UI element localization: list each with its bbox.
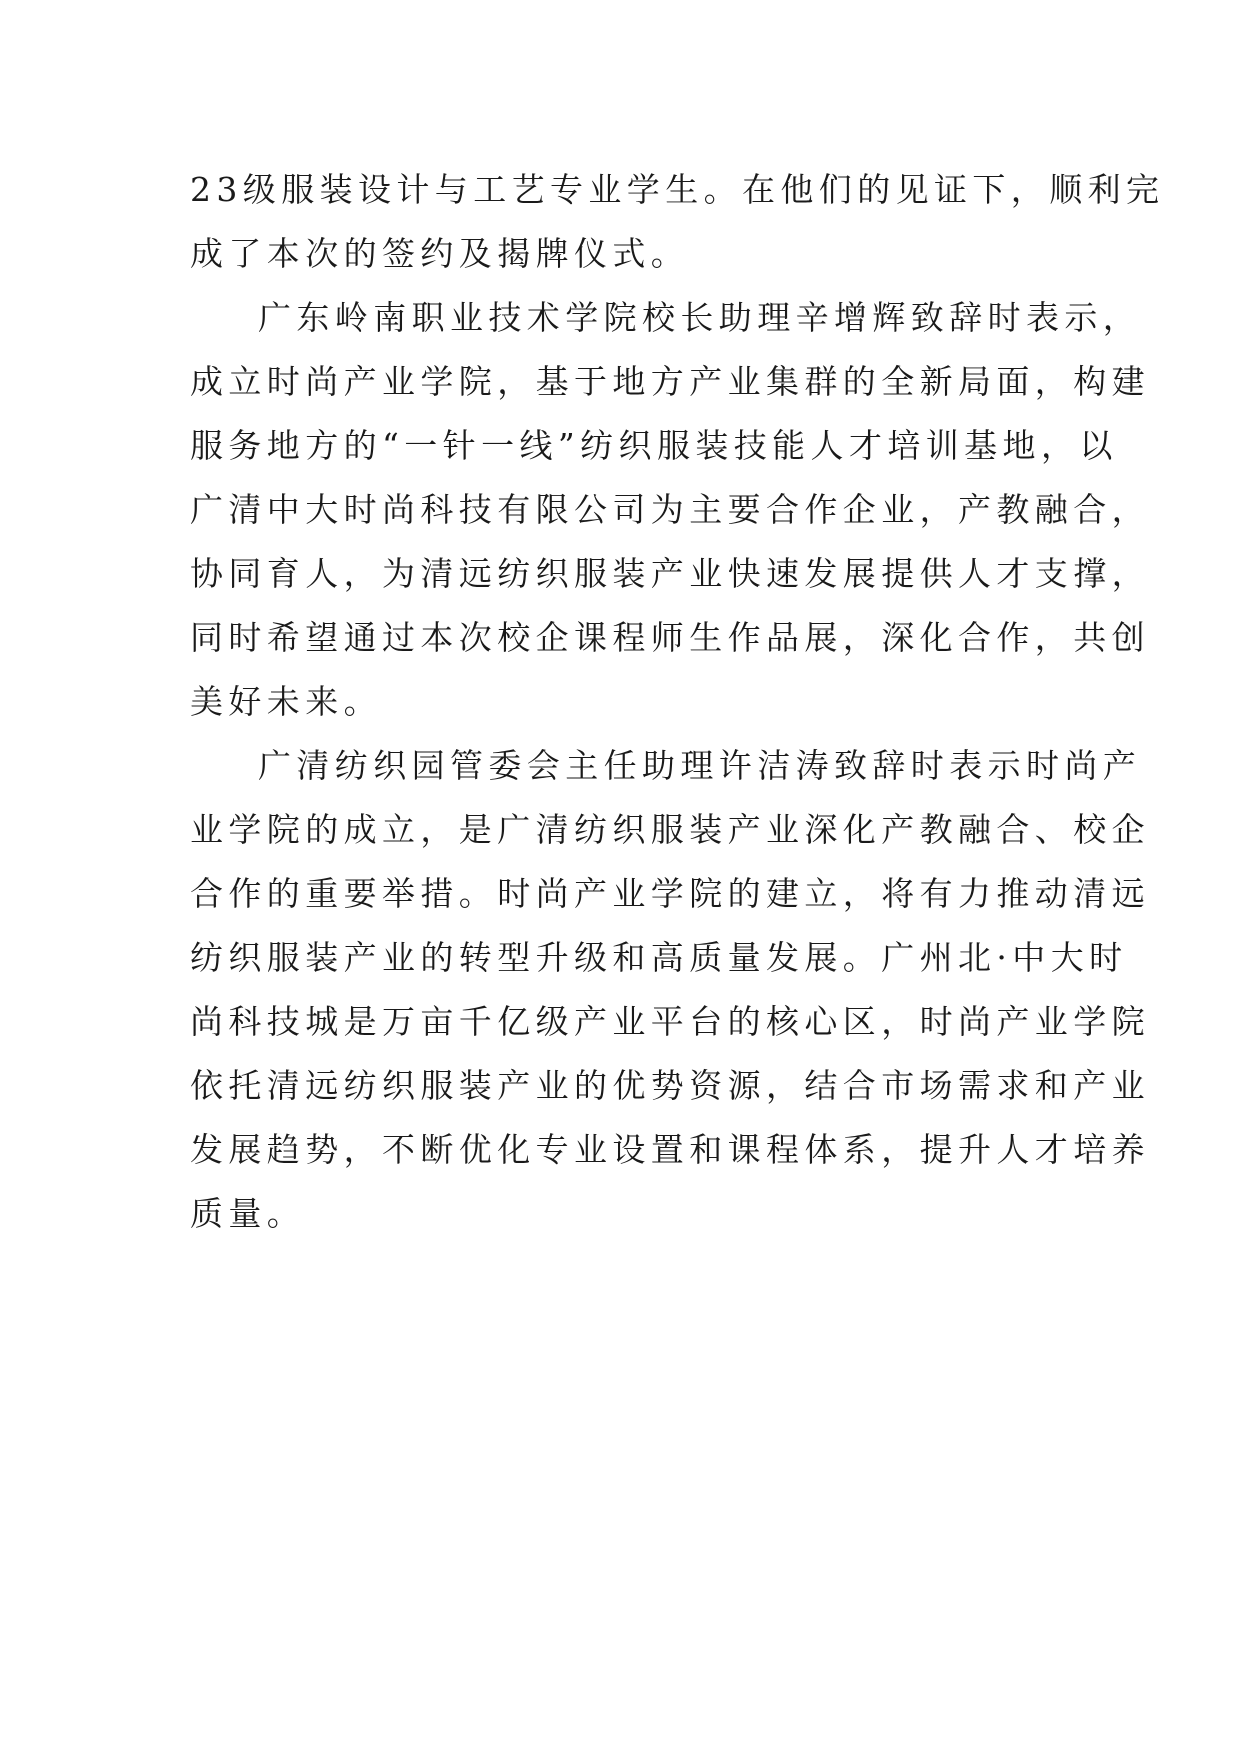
paragraph-line: 依托清远纺织服装产业的优势资源，结合市场需求和产业 — [190, 1066, 1150, 1105]
paragraph-line: 成立时尚产业学院，基于地方产业集群的全新局面，构建 — [190, 362, 1150, 401]
paragraph-line: 广清中大时尚科技有限公司为主要合作企业，产教融合， — [190, 490, 1150, 529]
paragraph-line: 23级服装设计与工艺专业学生。在他们的见证下，顺利完 — [190, 170, 1165, 209]
document-body — [190, 158, 1165, 1246]
paragraph-line: 纺织服装产业的转型升级和高质量发展。广州北·中大时 — [190, 938, 1128, 977]
paragraph-line: 同时希望通过本次校企课程师生作品展，深化合作，共创 — [190, 618, 1150, 657]
paragraph-line: 广东岭南职业技术学院校长助理辛增辉致辞时表示， — [258, 298, 1142, 337]
paragraph-line: 成了本次的签约及揭牌仪式。 — [190, 234, 690, 273]
paragraph-line: 尚科技城是万亩千亿级产业平台的核心区，时尚产业学院 — [190, 1002, 1150, 1041]
paragraph-line: 发展趋势，不断优化专业设置和课程体系，提升人才培养 — [190, 1130, 1150, 1169]
paragraph-line: 美好未来。 — [190, 682, 382, 721]
paragraph-line: 合作的重要举措。时尚产业学院的建立，将有力推动清远 — [190, 874, 1150, 913]
paragraph-line: 业学院的成立，是广清纺织服装产业深化产教融合、校企 — [190, 810, 1150, 849]
paragraph-line: 广清纺织园管委会主任助理许洁涛致辞时表示时尚产 — [258, 746, 1142, 785]
paragraph-line: 协同育人，为清远纺织服装产业快速发展提供人才支撑， — [190, 554, 1150, 593]
paragraph-line: 服务地方的“一针一线”纺织服装技能人才培训基地，以 — [190, 426, 1118, 465]
paragraph-line: 质量。 — [190, 1194, 306, 1233]
